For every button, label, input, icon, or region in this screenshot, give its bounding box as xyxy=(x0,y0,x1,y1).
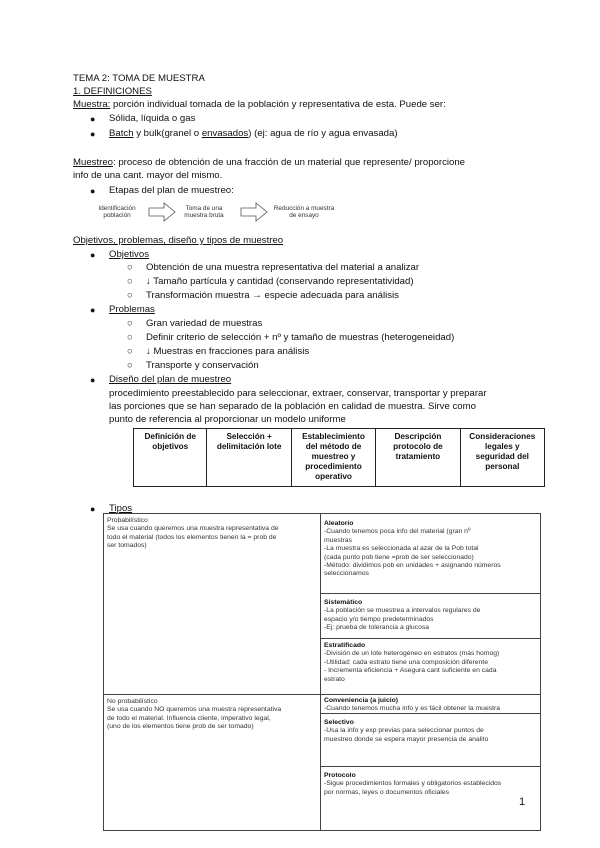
muestra-def: porción individual tomada de la población y representativa de esta. Puede ser: xyxy=(110,99,446,110)
table-cell-line: legales y xyxy=(485,442,520,451)
table-divider xyxy=(320,638,540,639)
table-cell-line: Consideraciones xyxy=(469,432,536,441)
table-cell-line: tratamiento xyxy=(395,452,441,461)
estratificado-cell xyxy=(324,642,538,684)
estratificado-line: estrato xyxy=(324,675,345,683)
protocolo-cell xyxy=(324,772,538,797)
batch-text: y bulk(granel o xyxy=(133,128,202,139)
table-divider xyxy=(320,593,540,594)
no-probabilistico-desc: (uno de los elementos tiene prob de ser tomado) xyxy=(107,723,254,731)
batch-term: Batch xyxy=(109,128,134,139)
objetivo-item: Transformación muestra → especie adecuada para análisis xyxy=(146,290,399,301)
table-cell-line: muestreo y xyxy=(311,452,356,461)
table-cell-line: procedimiento xyxy=(305,462,362,471)
selectivo-cell xyxy=(324,719,538,744)
conveniencia-title: Conveniencia (a juicio) xyxy=(324,697,399,704)
tipos-table xyxy=(103,513,541,831)
bullet-icon: ● xyxy=(90,114,96,124)
objetivos-heading xyxy=(73,235,283,247)
no-probabilistico-desc: de todo el material. Influencia cliente, imperativo legal, xyxy=(107,714,271,722)
arrow-right-icon xyxy=(240,202,268,222)
problema-item: Definir criterio de selección + nº y tamaño de muestras (heterogeneidad) xyxy=(146,332,455,343)
diseno-label-text: Diseño del plan de muestreo xyxy=(109,374,232,385)
circle-bullet-icon: ○ xyxy=(127,318,133,329)
table-cell-line: protocolo de xyxy=(393,442,443,451)
no-probabilistico-desc: Se usa cuando NO queremos una muestra representativa xyxy=(107,706,282,714)
diseno-text: procedimiento preestablecido para seleccionar, extraer, conservar, transportar y preparar xyxy=(109,388,487,399)
objetivo-item: ↓ Tamaño partícula y cantidad (conservando representatividad) xyxy=(146,276,414,287)
bullet-icon: ● xyxy=(90,305,96,315)
aleatorio-line: (cada punto pob tiene =prob de ser seleccionado) xyxy=(324,553,474,561)
conveniencia-cell xyxy=(324,697,538,714)
aleatorio-line: -La muestra es seleccionada al azar de la Pob total xyxy=(324,545,479,553)
table-cell-line: objetivos xyxy=(152,442,189,451)
envasados-term: envasados xyxy=(201,128,249,139)
aleatorio-line: -Cuando tenemos poca info del material (gran nº xyxy=(324,528,471,536)
section-definiciones xyxy=(73,86,152,98)
problema-item: Transporte y conservación xyxy=(146,360,259,371)
estratificado-line: -Utilidad: cada estrato tiene una composición diferente xyxy=(324,658,488,666)
muestreo-def-cont: info de una cant. mayor del mismo. xyxy=(73,170,223,181)
table-divider xyxy=(320,766,540,767)
protocolo-line: -Sigue procedimientos formales y obligatorios establecidos xyxy=(324,780,502,788)
aleatorio-line: -Método: dividimos pob en unidades + asignando números xyxy=(324,562,501,570)
bullet-icon: ● xyxy=(90,186,96,196)
probabilistico-desc: ser tomados) xyxy=(107,542,147,550)
table-cell-line: delimitación lote xyxy=(216,442,282,451)
table-cell-line: operativo xyxy=(315,472,352,481)
muestreo-def: : proceso de obtención de una fracción de un material que represente/ proporcione xyxy=(113,157,465,168)
circle-bullet-icon: ○ xyxy=(127,346,133,357)
sistematico-line: -Ej: prueba de tolerancia a glucosa xyxy=(324,624,430,632)
circle-bullet-icon: ○ xyxy=(127,276,133,287)
table-cell-line: Descripción xyxy=(394,432,442,441)
problema-item: Gran variedad de muestras xyxy=(146,318,263,329)
sistematico-line: espacio y/o tiempo predeterminados xyxy=(324,615,434,623)
aleatorio-title: Aleatorio xyxy=(324,520,354,527)
muestreo-term: Muestreo xyxy=(73,157,113,168)
probabilistico-desc: todo el material (todos los elementos tienen la = prob de xyxy=(107,533,277,541)
tipos-label-text: Tipos xyxy=(109,503,133,514)
table-cell xyxy=(460,429,544,487)
estratificado-line: - Incrementa eficiencia + Asegura cant suficiente en cada xyxy=(324,667,497,675)
muestra-item-solida: Sólida, líquida o gas xyxy=(109,113,196,124)
bullet-icon: ● xyxy=(90,375,96,385)
protocolo-title: Protocolo xyxy=(324,772,356,779)
plan-table xyxy=(133,428,545,487)
table-divider xyxy=(104,694,540,695)
flow-step-3: Reducción a muestra de ensayo xyxy=(273,205,335,219)
bullet-icon: ● xyxy=(90,129,96,139)
etapas-label: Etapas del plan de muestreo: xyxy=(109,185,234,196)
table-cell-line: personal xyxy=(485,462,520,471)
sistematico-line: -La población se muestrea a intervalos regulares de xyxy=(324,607,481,615)
objetivos-label xyxy=(109,249,149,261)
circle-bullet-icon: ○ xyxy=(127,262,133,273)
problemas-label xyxy=(109,304,155,316)
section-definiciones-label: 1. DEFINICIONES xyxy=(73,86,152,97)
estratificado-title: Estratificado xyxy=(324,642,366,649)
sistematico-cell xyxy=(324,599,538,633)
no-probabilistico-cell xyxy=(107,698,317,732)
problema-item: ↓ Muestras en fracciones para análisis xyxy=(146,346,310,357)
problemas-label-text: Problemas xyxy=(109,304,155,315)
flow-step-1: Identificación población xyxy=(98,205,136,219)
aleatorio-line: seleccionamos xyxy=(324,570,369,578)
aleatorio-line: muestras xyxy=(324,536,352,544)
muestra-term: Muestra: xyxy=(73,99,111,110)
flow-step-2: Toma de una muestra bruta xyxy=(184,205,224,219)
bullet-icon: ● xyxy=(90,504,96,514)
table-cell-line: Establecimiento xyxy=(302,432,365,441)
probabilistico-desc: Se usa cuando queremos una muestra representativa de xyxy=(107,525,279,533)
muestra-item-batch xyxy=(109,128,398,140)
probabilistico-cell xyxy=(107,517,317,551)
circle-bullet-icon: ○ xyxy=(127,290,133,301)
circle-bullet-icon: ○ xyxy=(127,332,133,343)
selectivo-line: -Usa la info y exp previas para seleccionar puntos de xyxy=(324,727,484,735)
diseno-text: punto de referencia al proporcionar un modelo uniforme xyxy=(109,414,346,425)
estratificado-line: -División de un lote heterogéneo en estratos (más homog) xyxy=(324,650,500,658)
table-cell xyxy=(207,429,291,487)
muestreo-definition xyxy=(73,157,465,169)
doc-title: TEMA 2: TOMA DE MUESTRA xyxy=(73,73,205,84)
batch-text-end: ) (ej: agua de río y agua envasada) xyxy=(248,128,398,139)
diseno-text: las porciones que se han separado de la población en calidad de muestra. Sirve como xyxy=(109,401,476,412)
table-cell-line: Selección + xyxy=(226,432,272,441)
conveniencia-line: -Cuando tenemos mucha info y es fácil obtener la muestra xyxy=(324,705,501,713)
objetivos-label-text: Objetivos xyxy=(109,249,149,260)
table-cell-line: del método de xyxy=(305,442,362,451)
table-cell-line: Definición de xyxy=(144,432,196,441)
page-number: 1 xyxy=(519,796,526,808)
no-probabilistico-title: No probabilístico xyxy=(107,698,158,705)
table-cell xyxy=(134,429,207,487)
table-divider xyxy=(320,514,321,830)
arrow-right-icon xyxy=(148,202,176,222)
selectivo-title: Selectivo xyxy=(324,719,354,726)
circle-bullet-icon: ○ xyxy=(127,360,133,371)
diseno-label xyxy=(109,374,231,386)
objetivos-heading-label: Objetivos, problemas, diseño y tipos de muestreo xyxy=(73,235,284,246)
bullet-icon: ● xyxy=(90,250,96,260)
probabilistico-title: Probabilístico xyxy=(107,517,148,524)
sistematico-title: Sistemático xyxy=(324,599,363,606)
table-cell xyxy=(291,429,375,487)
muestra-definition xyxy=(73,99,446,111)
protocolo-line: por normas, leyes o documentos oficiales xyxy=(324,788,450,796)
table-cell xyxy=(376,429,460,487)
table-row xyxy=(134,429,545,487)
aleatorio-cell xyxy=(324,520,538,579)
objetivo-item: Obtención de una muestra representativa del material a analizar xyxy=(146,262,420,273)
table-cell-line: seguridad del xyxy=(475,452,529,461)
selectivo-line: muestreo donde se espera mayor presencia de analito xyxy=(324,735,489,743)
